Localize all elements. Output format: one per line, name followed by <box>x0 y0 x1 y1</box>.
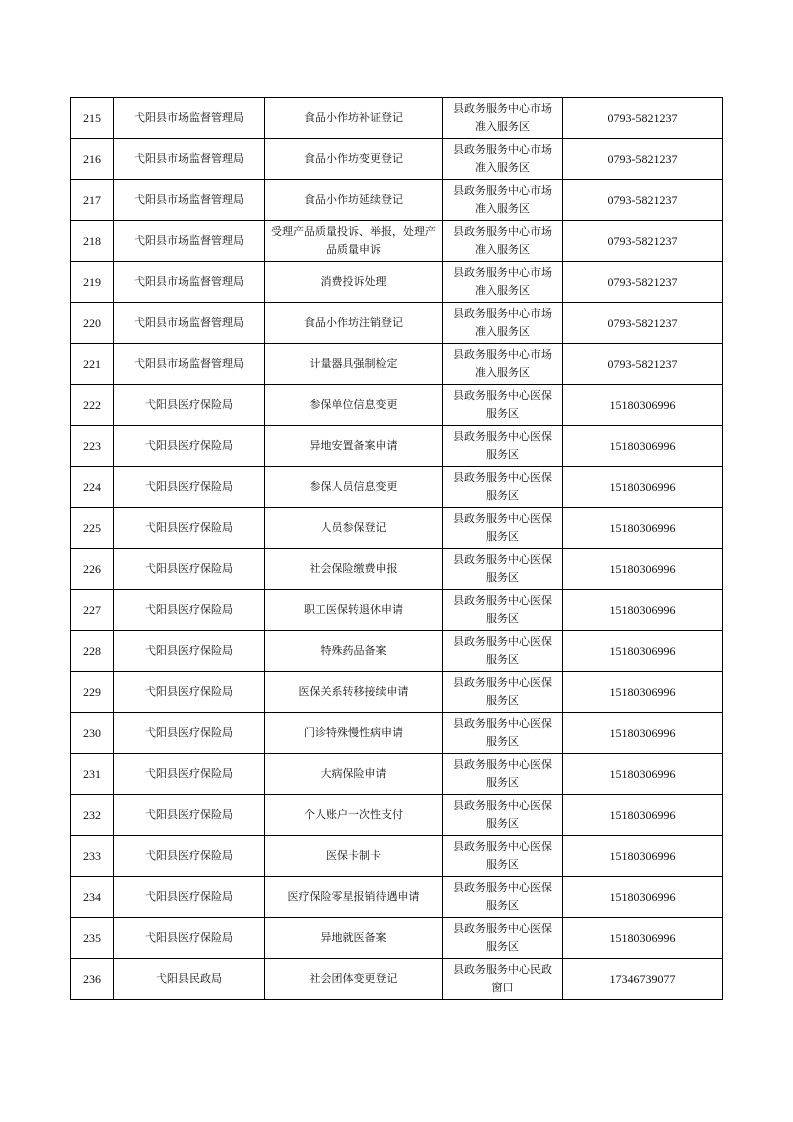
department-cell: 弋阳县市场监督管理局 <box>114 344 265 385</box>
contact-phone-cell: 15180306996 <box>563 754 723 795</box>
service-location-cell: 县政务服务中心医保服务区 <box>443 426 563 467</box>
contact-phone-cell: 15180306996 <box>563 918 723 959</box>
table-row <box>71 385 723 426</box>
service-item-cell: 医疗保险零星报销待遇申请 <box>265 877 443 918</box>
service-item-cell: 计量器具强制检定 <box>265 344 443 385</box>
table-row <box>71 508 723 549</box>
row-number-cell: 231 <box>71 754 114 795</box>
service-location-cell: 县政务服务中心医保服务区 <box>443 385 563 426</box>
row-number-cell: 230 <box>71 713 114 754</box>
service-location-cell: 县政务服务中心市场准入服务区 <box>443 221 563 262</box>
service-location-cell: 县政务服务中心医保服务区 <box>443 754 563 795</box>
contact-phone-cell: 15180306996 <box>563 877 723 918</box>
table-row <box>71 672 723 713</box>
table-row <box>71 631 723 672</box>
row-number-cell: 221 <box>71 344 114 385</box>
table-row <box>71 795 723 836</box>
row-number-cell: 236 <box>71 959 114 1000</box>
department-cell: 弋阳县医疗保险局 <box>114 590 265 631</box>
contact-phone-cell: 0793-5821237 <box>563 344 723 385</box>
service-location-cell: 县政务服务中心市场准入服务区 <box>443 139 563 180</box>
service-item-cell: 食品小作坊补证登记 <box>265 98 443 139</box>
service-location-cell: 县政务服务中心医保服务区 <box>443 672 563 713</box>
service-item-cell: 社会团体变更登记 <box>265 959 443 1000</box>
contact-phone-cell: 15180306996 <box>563 631 723 672</box>
service-item-cell: 食品小作坊延续登记 <box>265 180 443 221</box>
service-item-cell: 异地安置备案申请 <box>265 426 443 467</box>
table-row <box>71 98 723 139</box>
department-cell: 弋阳县医疗保险局 <box>114 713 265 754</box>
row-number-cell: 232 <box>71 795 114 836</box>
table-row <box>71 590 723 631</box>
table-row <box>71 836 723 877</box>
service-item-cell: 人员参保登记 <box>265 508 443 549</box>
row-number-cell: 228 <box>71 631 114 672</box>
contact-phone-cell: 0793-5821237 <box>563 139 723 180</box>
service-location-cell: 县政务服务中心市场准入服务区 <box>443 98 563 139</box>
row-number-cell: 215 <box>71 98 114 139</box>
table-row <box>71 754 723 795</box>
table-row <box>71 303 723 344</box>
service-location-cell: 县政务服务中心医保服务区 <box>443 508 563 549</box>
row-number-cell: 220 <box>71 303 114 344</box>
table-row <box>71 344 723 385</box>
service-location-cell: 县政务服务中心医保服务区 <box>443 918 563 959</box>
row-number-cell: 225 <box>71 508 114 549</box>
service-item-cell: 参保人员信息变更 <box>265 467 443 508</box>
contact-phone-cell: 15180306996 <box>563 590 723 631</box>
department-cell: 弋阳县医疗保险局 <box>114 672 265 713</box>
table-row <box>71 959 723 1000</box>
service-location-cell: 县政务服务中心医保服务区 <box>443 549 563 590</box>
service-item-cell: 消费投诉处理 <box>265 262 443 303</box>
department-cell: 弋阳县医疗保险局 <box>114 508 265 549</box>
department-cell: 弋阳县医疗保险局 <box>114 754 265 795</box>
service-item-cell: 大病保险申请 <box>265 754 443 795</box>
table-row <box>71 139 723 180</box>
contact-phone-cell: 15180306996 <box>563 508 723 549</box>
service-item-cell: 医保关系转移接续申请 <box>265 672 443 713</box>
table-row <box>71 877 723 918</box>
department-cell: 弋阳县医疗保险局 <box>114 426 265 467</box>
contact-phone-cell: 15180306996 <box>563 549 723 590</box>
contact-phone-cell: 15180306996 <box>563 426 723 467</box>
contact-phone-cell: 15180306996 <box>563 795 723 836</box>
service-item-cell: 门诊特殊慢性病申请 <box>265 713 443 754</box>
row-number-cell: 235 <box>71 918 114 959</box>
department-cell: 弋阳县市场监督管理局 <box>114 221 265 262</box>
department-cell: 弋阳县市场监督管理局 <box>114 262 265 303</box>
row-number-cell: 217 <box>71 180 114 221</box>
department-cell: 弋阳县民政局 <box>114 959 265 1000</box>
row-number-cell: 234 <box>71 877 114 918</box>
table-row <box>71 549 723 590</box>
table-row <box>71 918 723 959</box>
department-cell: 弋阳县市场监督管理局 <box>114 180 265 221</box>
row-number-cell: 222 <box>71 385 114 426</box>
contact-phone-cell: 15180306996 <box>563 672 723 713</box>
row-number-cell: 218 <box>71 221 114 262</box>
service-location-cell: 县政务服务中心医保服务区 <box>443 467 563 508</box>
table-row <box>71 262 723 303</box>
service-item-cell: 食品小作坊变更登记 <box>265 139 443 180</box>
contact-phone-cell: 0793-5821237 <box>563 98 723 139</box>
row-number-cell: 233 <box>71 836 114 877</box>
service-location-cell: 县政务服务中心医保服务区 <box>443 836 563 877</box>
service-item-cell: 医保卡制卡 <box>265 836 443 877</box>
department-cell: 弋阳县医疗保险局 <box>114 877 265 918</box>
contact-phone-cell: 0793-5821237 <box>563 221 723 262</box>
row-number-cell: 224 <box>71 467 114 508</box>
services-table-body <box>71 98 723 1000</box>
department-cell: 弋阳县市场监督管理局 <box>114 303 265 344</box>
table-row <box>71 713 723 754</box>
contact-phone-cell: 0793-5821237 <box>563 180 723 221</box>
service-item-cell: 职工医保转退休申请 <box>265 590 443 631</box>
service-item-cell: 特殊药品备案 <box>265 631 443 672</box>
service-location-cell: 县政务服务中心市场准入服务区 <box>443 262 563 303</box>
department-cell: 弋阳县市场监督管理局 <box>114 98 265 139</box>
services-table <box>70 97 723 1000</box>
service-location-cell: 县政务服务中心民政窗口 <box>443 959 563 1000</box>
service-item-cell: 参保单位信息变更 <box>265 385 443 426</box>
service-location-cell: 县政务服务中心市场准入服务区 <box>443 344 563 385</box>
row-number-cell: 226 <box>71 549 114 590</box>
service-item-cell: 食品小作坊注销登记 <box>265 303 443 344</box>
service-location-cell: 县政务服务中心医保服务区 <box>443 795 563 836</box>
table-row <box>71 426 723 467</box>
contact-phone-cell: 15180306996 <box>563 385 723 426</box>
department-cell: 弋阳县医疗保险局 <box>114 836 265 877</box>
row-number-cell: 219 <box>71 262 114 303</box>
contact-phone-cell: 15180306996 <box>563 713 723 754</box>
service-item-cell: 个人账户一次性支付 <box>265 795 443 836</box>
service-location-cell: 县政务服务中心医保服务区 <box>443 631 563 672</box>
service-item-cell: 受理产品质量投诉、举报，处理产品质量申诉 <box>265 221 443 262</box>
service-item-cell: 社会保险缴费申报 <box>265 549 443 590</box>
table-row <box>71 180 723 221</box>
department-cell: 弋阳县医疗保险局 <box>114 918 265 959</box>
department-cell: 弋阳县市场监督管理局 <box>114 139 265 180</box>
row-number-cell: 229 <box>71 672 114 713</box>
table-row <box>71 221 723 262</box>
contact-phone-cell: 0793-5821237 <box>563 262 723 303</box>
service-item-cell: 异地就医备案 <box>265 918 443 959</box>
service-location-cell: 县政务服务中心医保服务区 <box>443 713 563 754</box>
row-number-cell: 223 <box>71 426 114 467</box>
department-cell: 弋阳县医疗保险局 <box>114 795 265 836</box>
contact-phone-cell: 0793-5821237 <box>563 303 723 344</box>
row-number-cell: 227 <box>71 590 114 631</box>
row-number-cell: 216 <box>71 139 114 180</box>
department-cell: 弋阳县医疗保险局 <box>114 385 265 426</box>
department-cell: 弋阳县医疗保险局 <box>114 631 265 672</box>
service-location-cell: 县政务服务中心医保服务区 <box>443 877 563 918</box>
table-row <box>71 467 723 508</box>
service-location-cell: 县政务服务中心医保服务区 <box>443 590 563 631</box>
department-cell: 弋阳县医疗保险局 <box>114 467 265 508</box>
contact-phone-cell: 15180306996 <box>563 836 723 877</box>
contact-phone-cell: 17346739077 <box>563 959 723 1000</box>
contact-phone-cell: 15180306996 <box>563 467 723 508</box>
service-location-cell: 县政务服务中心市场准入服务区 <box>443 180 563 221</box>
department-cell: 弋阳县医疗保险局 <box>114 549 265 590</box>
service-location-cell: 县政务服务中心市场准入服务区 <box>443 303 563 344</box>
